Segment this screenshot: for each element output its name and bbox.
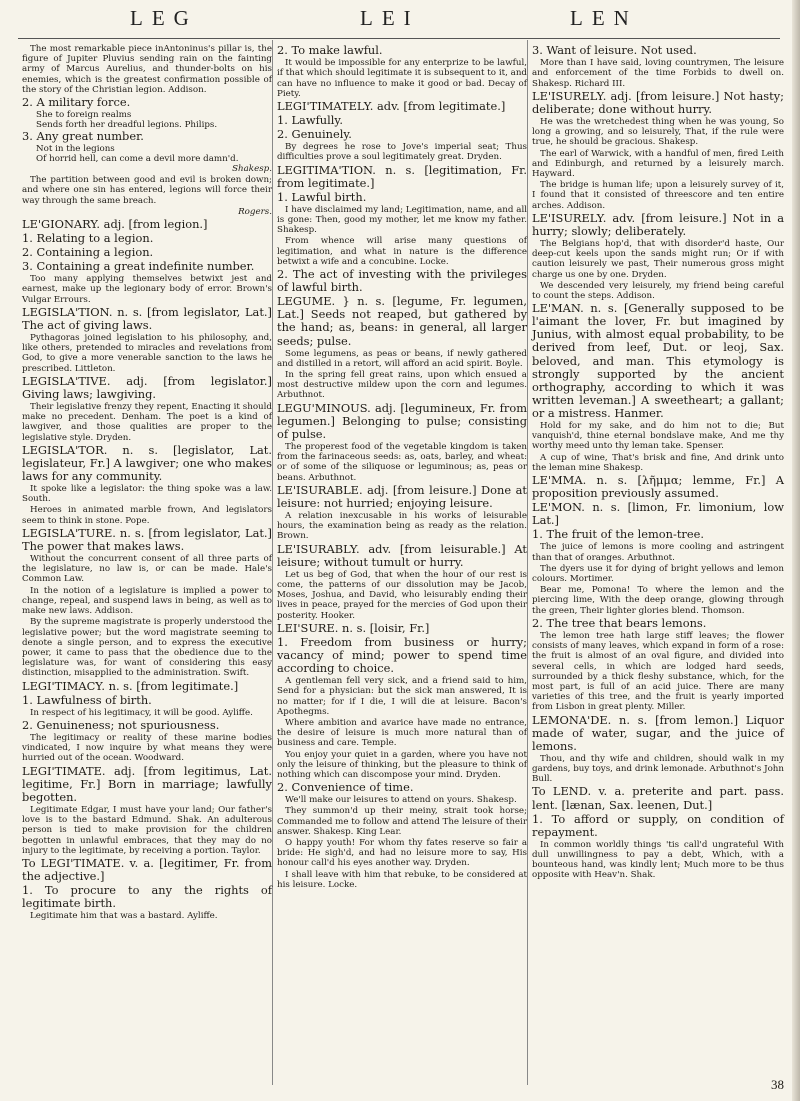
running-header [0,6,800,36]
entry-sense: 1. Relating to a legion. [22,230,154,245]
entry-example: Where ambition and avarice have made no entrance, the desire of leisure is much more natural than of business and care. Temple. [277,717,527,749]
entry-example: The partition between good and evil is broken down; and where one sin has entered, legions will force their way through the same breach. [22,175,272,206]
header-right: LEN [570,6,638,30]
entry-sense: 2. Genuinely. [277,127,352,142]
entry-sense: 1. Freedom from business or hurry; vacancy of mind; power to spend time according to choice. [277,634,527,676]
entry-example: You enjoy your quiet in a garden, where you have not only the leisure of thinking, but the pleasure to think of nothing which can discompose your mind. Dryden. [277,749,527,780]
entry-sense: 2. Containing a legion. [22,245,154,259]
entry-example: It spoke like a legislator: the thing spoke was a law. South. [22,484,272,505]
column-divider [272,40,273,1085]
entry-example: The bridge is human life; upon a leisurely survey of it, I found that it consisted of threescore and ten entire arches. Addison. [532,180,784,211]
entry-headword: LE'GIONARY. adj. [from legion.] [22,216,208,231]
entry-example: Heroes in animated marble frown, And legislators seem to think in stone. Pope. [22,505,272,526]
entry-example: O happy youth! For whom thy fates reserve so fair a bride: He sigh'd, and had no leisure more to say, His honour call'd his eyes another way. Dryden. [277,838,527,869]
entry-example: From whence will arise many questions of legitimation, and what in nature is the difference betwixt a wife and a concubine. Locke. [277,236,527,267]
entry-headword: LEMONA'DE. n. s. [from lemon.] Liquor made of water, sugar, and the juice of lemons. [532,712,784,753]
entry-example: She to foreign realms [36,110,132,121]
entry-example: More than I have said, loving countrymen, The leisure and enforcement of the time Forbids to dwell on. Shakesp. Richard III. [532,58,784,89]
entry-headword: LEGUME. } n. s. [legume, Fr. legumen, Lat.] Seeds not reaped, but gathered by the hand; as, beans: in general, all larger seeds; pulse. [277,294,527,348]
entry-sense: 2. To make lawful. [277,43,383,57]
entry-headword: LEGISLA'TION. n. s. [from legislator, Lat.] The act of giving laws. [22,304,272,332]
entry-example: Hold for my sake, and do him not to die; But vanquish'd, thine eternal bondslave make, And me thy worthy meed unto thy leman take. Spenser. [532,420,784,452]
entry-example: The Belgians hop'd, that with disorder'd haste, Our deep-cut keels upon the sands might run; Or if with caution leisurely we past, Their numerous gross might charge us one by one. Dryden. [532,238,784,280]
page-edge [792,0,800,1101]
entry-sense: 2. The tree that bears lemons. [532,615,707,630]
entry-headword: LE'MON. n. s. [limon, Fr. limonium, low Lat.] [532,500,784,528]
entry-example: We descended very leisurely, my friend being careful to count the steps. Addison. [532,280,784,301]
entry-example: Of horrid hell, can come a devil more damn'd. [36,154,239,165]
entry-sense: 1. Lawful birth. [277,189,367,204]
entry-sense: 2. Convenience of time. [277,780,414,795]
entry-headword: LE'ISURELY. adj. [from leisure.] Not hasty; deliberate; done without hurry. [532,88,784,116]
entry-headword: LE'ISURABLY. adv. [from leisurable.] At leisure; without tumult or hurry. [277,541,527,569]
entry-headword: LEGISLA'TIVE. adj. [from legislator.] Giving laws; lawgiving. [22,373,272,401]
column-3 [532,44,784,882]
entry-example: The legitimacy or reality of these marine bodies vindicated, I now inquire by what means they were hurried out of the ocean. Woodward. [22,733,272,764]
entry-example: Thou, and thy wife and children, should walk in my gardens, buy toys, and drink lemonade. Arbuthnot's John Bull. [532,753,784,785]
entry-example: I shall leave with him that rebuke, to be considered at his leisure. Locke. [277,869,527,890]
entry-sense: 2. A military force. [22,95,131,110]
entry-headword: LEGI'TIMATE. adj. [from legitimus, Lat. legitime, Fr.] Born in marriage; lawfully begotten. [22,763,272,804]
entry-sense: 2. The act of investing with the privileges of lawful birth. [277,267,527,295]
column-divider [527,40,528,1085]
entry-sense: 2. Genuineness; not spuriousness. [22,717,220,732]
entry-example: Too many applying themselves betwixt jest and earnest, make up the legionary body of error. Brown's Vulgar Errours. [22,274,272,305]
header-left: LEG [130,6,198,30]
header-center: LEI [360,6,420,30]
entry-example: The juice of lemons is more cooling and astringent than that of oranges. Arbuthnot. [532,542,784,563]
entry-headword: LE'ISURABLE. adj. [from leisure.] Done at leisure: not hurried; enjoying leisure. [277,482,527,510]
entry-headword: LEGISLA'TURE. n. s. [from legislator, Lat.] The power that makes laws. [22,525,272,553]
entry-sense: 1. To afford or supply, on condition of repayment. [532,811,784,839]
entry-example: Bear me, Pomona! To where the lemon and the piercing lime, With the deep orange, glowing through the green, Their lighter glories blend. Thomson. [532,585,784,616]
entry-example: Pythagoras joined legislation to his philosophy, and, like others, pretended to miracles and revelations from God, to give a more venerable sanction to the laws he prescribed. Littleton. [22,332,272,374]
entry-example: The properest food of the vegetable kingdom is taken from the farinaceous seeds: as, oats, barley, and wheat: or of some of the siliquose or leguminous; as, peas or beans. Arbuthnot. [277,441,527,483]
entry-example: In respect of his legitimacy, it will be good. Ayliffe. [30,707,253,718]
entry-example: A gentleman fell very sick, and a friend said to him, Send for a physician: but the sick man answered, It is no matter; for if I die, I will die at leisure. Bacon's Apothegms. [277,676,527,717]
header-rule [18,38,780,39]
entry-headword: LEGISLA'TOR. n. s. [legislator, Lat. legislateur, Fr.] A lawgiver; one who makes laws for any community. [22,442,272,483]
entry-headword: LEGI'TIMACY. n. s. [from legitimate.] [22,678,239,693]
entry-example: Not in the legions [36,144,115,155]
entry-headword: LE'MAN. n. s. [Generally supposed to be l'aimant the lover, Fr. but imagined by Junius, with almost equal probability, to be derived from leef, Dut. or leoj, Sax. beloved, and man. This etymology is strongly supported by the ancient orthography, according to which it was written leveman.] A sweetheart; a gallant; or a mistress. Hanmer. [532,301,784,420]
entry-headword: LE'MMA. n. s. [λῆμμα; lemme, Fr.] A proposition previously assumed. [532,472,784,501]
entry-example: Without the concurrent consent of all three parts of the legislature, no law is, or can be made. Hale's Common Law. [22,554,272,585]
entry-example: The earl of Warwick, with a handful of men, fired Leith and Edinburgh, and returned by a leisurely march. Hayward. [532,148,784,179]
entry-example: Let us beg of God, that when the hour of our rest is come, the patterns of our dissolution may be Jacob, Moses, Joshua, and David, who leisurably ending their lives in peace, prayed for the mercies of God upon their posterity. Hooker. [277,569,527,621]
entry-sense: 3. Containing a great indefinite number. [22,259,255,274]
entry-example: A cup of wine, That's brisk and fine, And drink unto the leman mine Shakesp. [532,452,784,473]
column-2 [277,44,527,891]
entry-example: Their legislative frenzy they repent, Enacting it should make no precedent. Denham. The poet is a kind of lawgiver, and those qualities are proper to the legislative style. Dryden. [22,401,272,443]
entry-example: The most remarkable piece inAntoninus's pillar is, the figure of Jupiter Pluvius sending rain on the fainting army of Marcus Aurelius, and thunder-bolts on his enemies, which is the greatest confirmation possible of the story of the Christian legion. Addison. [22,44,272,95]
entry-example: The lemon tree hath large stiff leaves; the flower consists of many leaves, which expand in form of a rose: the fruit is almost of an oval figure, and divided into several cells, in which are lodged hard seeds, surrounded by a thick fleshy substance, which, for the most part, is full of an acid juice. There are many varieties of this tree, and the fruit is yearly imported from Lisbon in great plenty. Miller. [532,630,784,713]
entry-headword: To LEND. v. a. preterite and part. pass. lent. [lænan, Sax. leenen, Dut.] [532,784,784,812]
entry-sense: 3. Any great number. [22,129,144,144]
entry-example: Shakesp. [232,164,272,175]
page-number: 38 [771,1077,784,1092]
entry-example: The dyers use it for dying of bright yellows and lemon colours. Mortimer. [532,563,784,585]
entry-example: A relation inexcusable in his works of leisurable hours, the examination being as ready as the relation. Brown. [277,510,527,542]
entry-headword: LE'ISURELY. adv. [from leisure.] Not in a hurry; slowly; deliberately. [532,210,784,238]
entry-headword: LEGI'TIMATELY. adv. [from legitimate.] [277,98,506,113]
entry-example: In the notion of a legislature is implied a power to change, repeal, and suspend laws in being, as well as to make new laws. Addison. [22,585,272,617]
entry-headword: LEGU'MINOUS. adj. [legumineux, Fr. from legumen.] Belonging to pulse; consisting of pulse. [277,400,527,441]
entry-example: Some legumens, as peas or beans, if newly gathered and distilled in a retort, will afford an acid spirit. Boyle. [277,348,527,369]
entry-example: I have disclaimed my land; Legitimation, name, and all is gone: Then, good my mother, let me know my father. Shakesp. [277,204,527,236]
entry-example: They summon'd up their meiny, strait took horse; Commanded me to follow and attend The leisure of their answer. Shakesp. King Lear. [277,806,527,837]
entry-example: He was the wretchedest thing when he was young, So long a growing, and so leisurely, That, if the rule were true, he should be gracious. Shakesp. [532,116,784,148]
entry-sense: 1. Lawfulness of birth. [22,692,152,707]
entry-example: It would be impossible for any enterprize to be lawful, if that which should legitimate it is subsequent to it, and can have no influence to make it good or bad. Decay of Piety. [277,58,527,99]
entry-sense: 3. Want of leisure. Not used. [532,43,697,57]
entry-example: Sends forth her dreadful legions. Philips. [36,120,218,131]
entry-example: Legitimate Edgar, I must have your land; Our father's love is to the bastard Edmund. Shak. An adulterous person is tied to make provision for the children begotten in unlawful embraces, that they may do no injury to the legitimate, by receiving a portion. Taylor. [22,804,272,856]
entry-example: In common worldly things 'tis call'd ungrateful With dull unwillingness to pay a debt, Which, with a bounteous hand, was kindly lent; Much more to be thus opposite with Heav'n. Shak. [532,839,784,881]
entry-example: Rogers. [238,206,272,217]
entry-sense: 1. Lawfully. [277,113,343,127]
entry-sense: 1. The fruit of the lemon-tree. [532,527,704,542]
column-1 [22,44,272,922]
entry-sense: 1. To procure to any the rights of legitimate birth. [22,883,272,911]
entry-headword: LEI'SURE. n. s. [loisir, Fr.] [277,620,430,635]
entry-example: By degrees he rose to Jove's imperial seat; Thus difficulties prove a soul legitimately great. Dryden. [277,142,527,163]
entry-example: In the spring fell great rains, upon which ensued a most destructive mildew upon the corn and legumes. Arbuthnot. [277,370,527,401]
entry-headword: To LEGI'TIMATE. v. a. [legitimer, Fr. from the adjective.] [22,855,272,883]
entry-example: We'll make our leisures to attend on yours. Shakesp. [285,795,517,806]
entry-example: By the supreme magistrate is properly understood the legislative power; but the word magistrate seeming to denote a single person, and to express the executive power, it came to pass that the obedience due to the legislature was, for want of considering this easy distinction, misapplied to the administration. Swift. [22,617,272,679]
entry-headword: LEGITIMA'TION. n. s. [legitimation, Fr. from legitimate.] [277,162,527,190]
entry-example: Legitimate him that was a bastard. Ayliffe. [30,911,218,922]
